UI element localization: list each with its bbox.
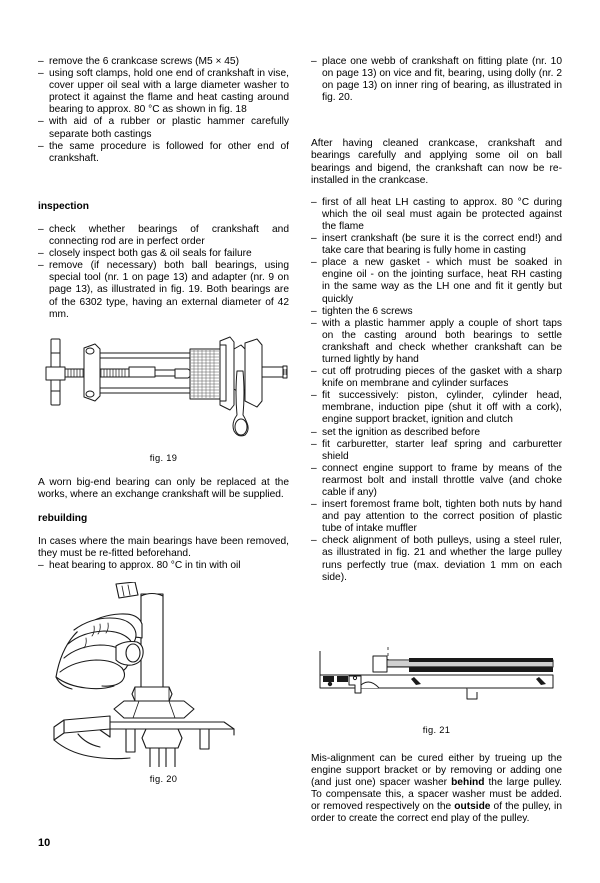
figure-20-caption: fig. 20 xyxy=(149,774,178,785)
list-item: – fit successively: piston, cylinder, cylinder head, membrane, induction pipe (shut it off with a cork), engine support bracket, ignition and clutch xyxy=(311,390,562,426)
list-item: – fit carburetter, starter leaf spring and carburetter shield xyxy=(311,439,562,463)
list-item: – check alignment of both pulleys, using a steel ruler, as illustrated in fig. 21 and whether the large pulley runs perfectly true (max. deviation 1 mm on each side). xyxy=(311,535,562,583)
misalignment-text-1: Mis-alignment can be cured either by trueing up the engine support bracket or by removing or adding one (and just one) spacer washer xyxy=(311,752,562,788)
big-end-bearing-paragraph: A worn big-end bearing can only be replaced at the works, where an exchange crankshaft will be supplied. xyxy=(38,476,289,500)
list-item: – the same procedure is followed for other end of crankshaft. xyxy=(38,141,289,165)
list-item: – set the ignition as described before xyxy=(311,427,562,439)
list-item: – cut off protruding pieces of the gasket with a sharp knife on membrane and cylinder surfaces xyxy=(311,366,562,390)
figure-19-caption: fig. 19 xyxy=(149,452,178,463)
misalignment-emphasis-behind: behind xyxy=(451,776,485,788)
right-column xyxy=(311,56,562,835)
list-item: – heat bearing to approx. 80 °C in tin with oil xyxy=(38,560,289,572)
bearing-puller-on-crankshaft-illustration xyxy=(38,331,289,446)
section-heading-inspection: inspection xyxy=(38,200,89,212)
inspection-steps-list xyxy=(38,224,289,321)
list-item: – connect engine support to frame by means of the rearmost bolt and install throttle valve (and choke cable if any) xyxy=(311,463,562,499)
list-item: – place a new gasket - which must be soaked in engine oil - on the jointing surface, heat RH casting in the same way as the LH one and fit it gently but quickly xyxy=(311,257,562,305)
two-column-body xyxy=(38,56,562,835)
hand-fitting-bearing-with-dolly-illustration xyxy=(38,582,289,767)
misalignment-paragraph xyxy=(311,753,562,826)
after-cleaning-paragraph: After having cleaned crankcase, crankshaft and bearings carefully and applying some oil on ball bearings and bigend, the crankshaft can now be re-installed in the crankcase. xyxy=(311,138,562,186)
list-item: – first of all heat LH casting to approx. 80 °C during which the oil seal must again be protected against the flame xyxy=(311,197,562,233)
assembly-steps-list xyxy=(311,197,562,584)
pulley-alignment-with-steel-ruler-illustration xyxy=(311,647,562,709)
list-item: – tighten the 6 screws xyxy=(311,306,562,318)
page-number: 10 xyxy=(38,837,51,849)
rebuilding-steps-list xyxy=(38,560,289,572)
rebuilding-intro-paragraph: In cases where the main bearings have been removed, they must be re-fitted beforehand. xyxy=(38,535,289,560)
list-item: – place one webb of crankshaft on fitting plate (nr. 10 on page 13) on vice and fit, bearing, using dolly (nr. 2 on page 13) on inner ring of bearing, as illustrated in fig. 20. xyxy=(311,56,562,104)
figure-21 xyxy=(311,647,562,709)
section-heading-rebuilding: rebuilding xyxy=(38,512,88,524)
misalignment-text-2: the large pulley. To compensate this, a spacer washer must be added. or removed respectively on the xyxy=(311,776,562,813)
spacer xyxy=(311,114,562,138)
list-item: – remove the 6 crankcase screws (M5 × 45) xyxy=(38,56,289,68)
figure-21-caption: fig. 21 xyxy=(422,724,451,735)
spacer xyxy=(38,175,289,189)
misalignment-text-3: of the pulley, in order to create the correct end play of the pulley. xyxy=(311,801,562,825)
list-item: – insert crankshaft (be sure it is the correct end!) and take care that bearing is fully home in casting xyxy=(311,233,562,257)
list-item: – with aid of a rubber or plastic hammer carefully separate both castings xyxy=(38,116,289,140)
figure-19 xyxy=(38,331,289,446)
disassembly-steps-list xyxy=(38,56,289,165)
fitting-bearing-steps-list xyxy=(311,56,562,104)
list-item: – with a plastic hammer apply a couple of short taps on the casting around both bearings to settle crankshaft and check whether crankshaft can be turned lightly by hand xyxy=(311,318,562,366)
list-item: – using soft clamps, hold one end of crankshaft in vise, cover upper oil seal with a large diameter washer to protect it against the flame and heat casting around bearing to approx. 80 °C as shown in fig. 18 xyxy=(38,68,289,116)
misalignment-emphasis-outside: outside xyxy=(454,801,491,813)
spacer xyxy=(311,594,562,641)
left-column xyxy=(38,56,289,835)
list-item: – check whether bearings of crankshaft and connecting rod are in perfect order xyxy=(38,224,289,248)
figure-20 xyxy=(38,582,289,767)
list-item: – remove (if necessary) both ball bearings, using special tool (nr. 1 on page 13) and adapter (nr. 9 on page 13), as illustrated in fig. 19. Both bearings are of the 6302 type, having an external diameter of 42 mm. xyxy=(38,260,289,320)
list-item: – insert foremost frame bolt, tighten both nuts by hand and pay attention to the correct position of plastic tube of intake muffler xyxy=(311,499,562,535)
list-item: – closely inspect both gas & oil seals for failure xyxy=(38,248,289,260)
